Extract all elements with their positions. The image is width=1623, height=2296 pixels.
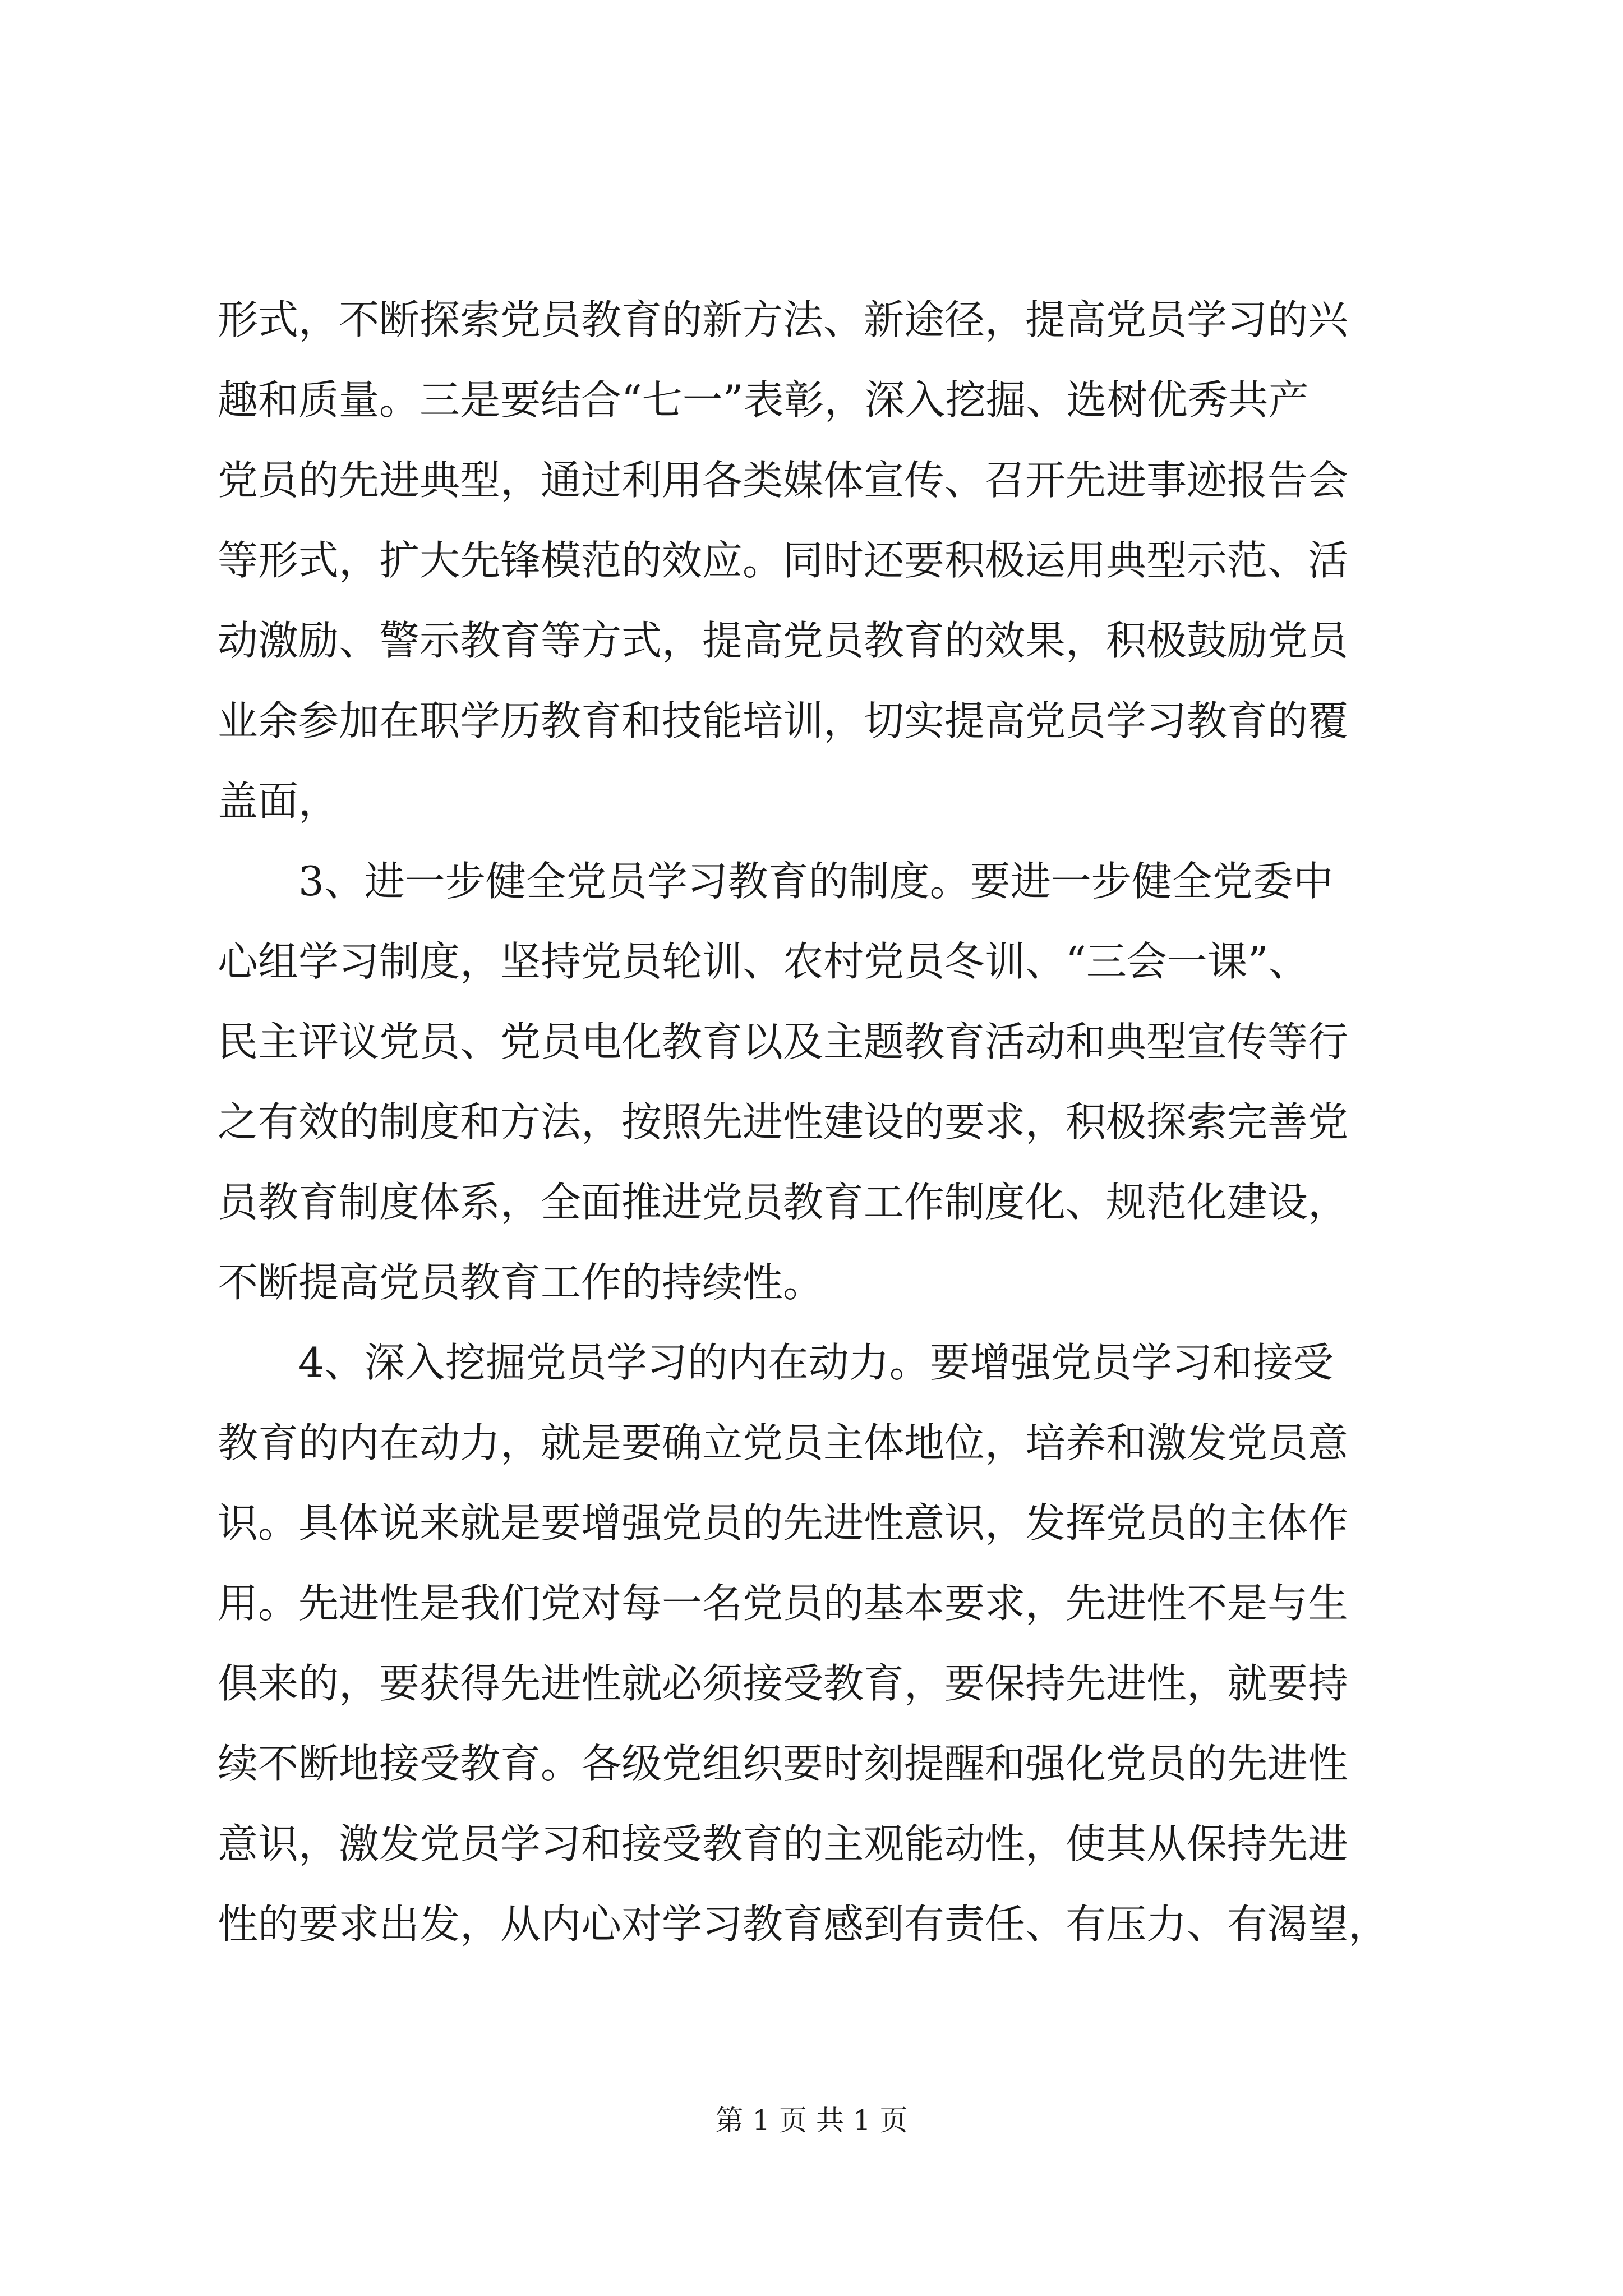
text-line: 用。先进性是我们党对每一名党员的基本要求，先进性不是与生: [218, 1580, 1349, 1627]
paragraph-start-line: 4、深入挖掘党员学习的内在动力。要增强党员学习和接受: [298, 1339, 1334, 1386]
page-footer: 第 1 页 共 1 页: [715, 2104, 908, 2137]
text-line: 性的要求出发，从内心对学习教育感到有责任、有压力、有渴望，: [218, 1901, 1389, 1948]
text-line: 业余参加在职学历教育和技能培训，切实提高党员学习教育的覆: [218, 697, 1349, 744]
text-line: 民主评议党员、党员电化教育以及主题教育活动和典型宣传等行: [218, 1018, 1349, 1065]
text-line: 教育的内在动力，就是要确立党员主体地位，培养和激发党员意: [218, 1419, 1349, 1466]
text-line: 盖面，: [218, 777, 339, 825]
text-line: 等形式，扩大先锋模范的效应。同时还要积极运用典型示范、活: [218, 537, 1349, 584]
paragraph-start-line: 3、进一步健全党员学习教育的制度。要进一步健全党委中: [298, 858, 1334, 905]
text-line: 形式，不断探索党员教育的新方法、新途径，提高党员学习的兴: [218, 296, 1349, 343]
text-line: 俱来的，要获得先进性就必须接受教育，要保持先进性，就要持: [218, 1660, 1349, 1707]
text-line: 之有效的制度和方法，按照先进性建设的要求，积极探索完善党: [218, 1098, 1349, 1145]
text-line: 动激励、警示教育等方式，提高党员教育的效果，积极鼓励党员: [218, 617, 1349, 664]
text-line: 党员的先进典型，通过利用各类媒体宣传、召开先进事迹报告会: [218, 457, 1349, 504]
text-line: 心组学习制度，坚持党员轮训、农村党员冬训、“三会一课”、: [218, 938, 1309, 985]
text-line: 员教育制度体系，全面推进党员教育工作制度化、规范化建设，: [218, 1179, 1349, 1226]
text-line: 趣和质量。三是要结合“七一”表彰，深入挖掘、选树优秀共产: [218, 376, 1309, 424]
text-line: 不断提高党员教育工作的持续性。: [218, 1259, 824, 1306]
text-line: 意识，激发党员学习和接受教育的主观能动性，使其从保持先进: [218, 1820, 1349, 1867]
text-line: 续不断地接受教育。各级党组织要时刻提醒和强化党员的先进性: [218, 1740, 1349, 1787]
text-line: 识。具体说来就是要增强党员的先进性意识，发挥党员的主体作: [218, 1499, 1349, 1547]
